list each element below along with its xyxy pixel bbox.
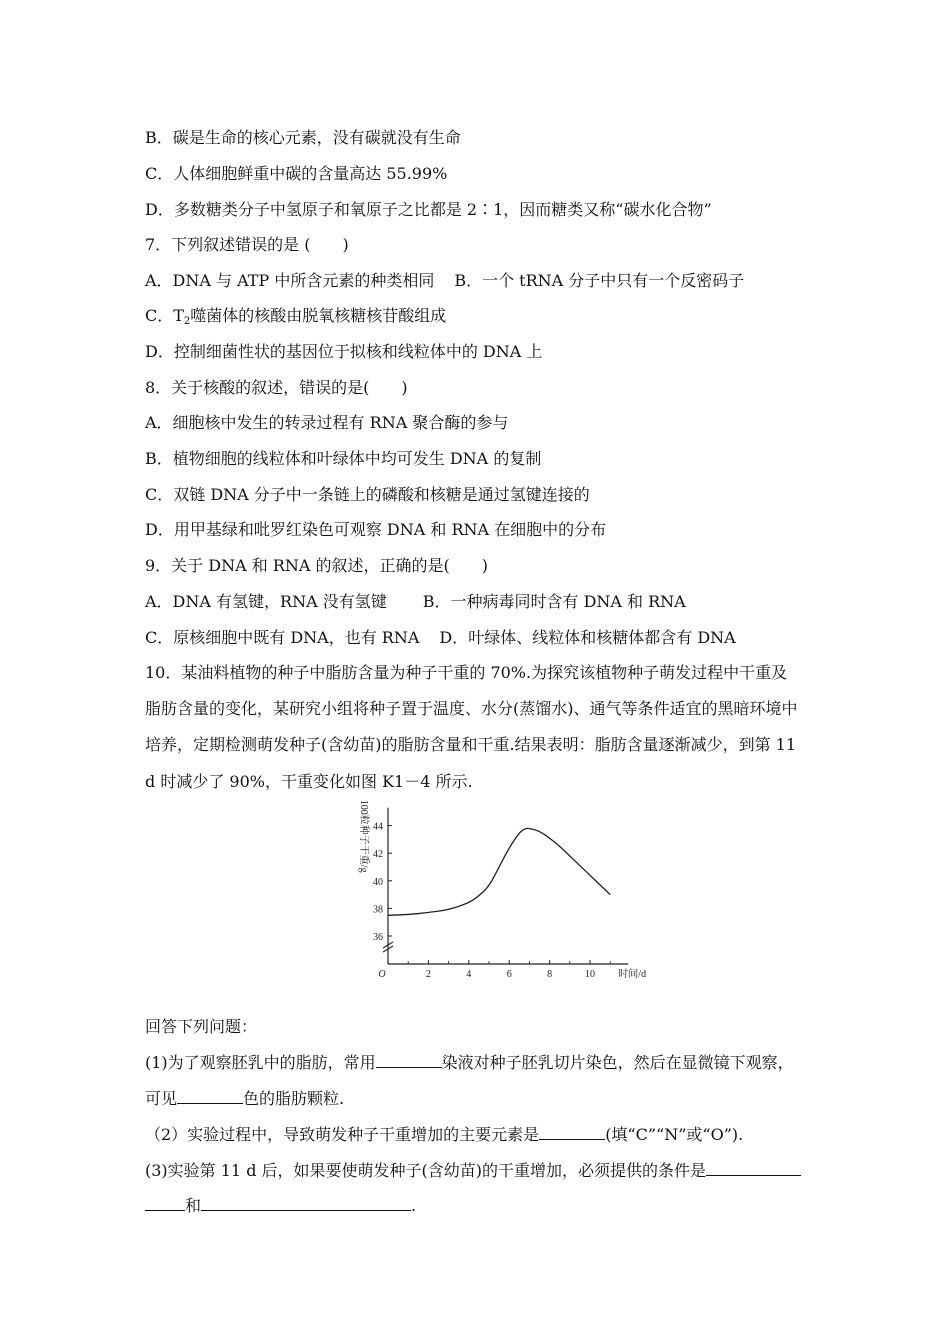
question-8: 8．关于核酸的叙述，错误的是( ) [145,378,408,397]
x-tick-label: 8 [547,969,553,980]
y-tick-label: 40 [373,876,383,888]
q9-option-b: B．一种病毒同时含有 DNA 和 RNA [422,592,686,611]
x-tick-label: 10 [585,969,595,980]
a1-text-post: 染液对种子胚乳切片染色，然后在显微镜下观察， [441,1053,794,1072]
a3b-text-and: 和 [185,1196,202,1215]
q8-option-c: C．双链 DNA 分子中一条链上的磷酸和核糖是通过氢键连接的 [145,485,590,504]
dry-weight-chart [355,799,647,990]
question-9-options-ab [145,592,686,612]
q7-option-a: A．DNA 与 ATP 中所含元素的种类相同 [145,271,435,290]
a3b-text-end: . [411,1196,417,1215]
answer-blank-element[interactable] [539,1124,605,1140]
option-c-carbon-content: C．人体细胞鲜重中碳的含量高达 55.99% [145,164,448,183]
answer-prompt: 回答下列问题： [145,1017,258,1036]
q9-option-d: D．叶绿体、线粒体和核糖体都含有 DNA [439,628,736,647]
q7c-prefix: C．T [145,306,184,325]
a2-text-pre: （2）实验过程中，导致萌发种子干重增加的主要元素是 [145,1125,540,1144]
y-tick-label: 44 [373,821,383,833]
answer-2 [145,1124,743,1145]
a2-text-post: (填“C”“N”或“O”). [605,1125,744,1144]
dry-weight-curve [388,828,610,915]
q7-option-c [145,306,446,326]
y-axis-label: 100粒种子干重/g [358,799,369,873]
a3-text-pre: (3)实验第 11 d 后，如果要使萌发种子(含幼苗)的干重增加，必须提供的条件是 [145,1161,707,1180]
x-tick-label: 4 [466,969,472,980]
q8-option-d: D．用甲基绿和吡罗红染色可观察 DNA 和 RNA 在细胞中的分布 [145,520,607,539]
q8-option-a: A．细胞核中发生的转录过程有 RNA 聚合酶的参与 [145,413,509,432]
answer-blank-condition-a-cont[interactable] [145,1195,185,1211]
answer-1-line-1 [145,1052,794,1073]
answer-3-line-2 [145,1195,416,1216]
x-axis-label: 时间/d [618,969,647,980]
answer-blank-condition-a[interactable] [706,1160,801,1176]
y-tick-label: 36 [373,932,383,943]
answer-3-line-1 [145,1160,801,1181]
y-tick-label: 38 [373,904,383,916]
answer-blank-color[interactable] [177,1088,243,1104]
question-10-line-2: 脂肪含量的变化，某研究小组将种子置于温度、水分(蒸馏水)、通气等条件适宜的黑暗环境中 [145,699,798,718]
question-10-line-4: d 时减少了 90%，干重变化如图 K1－4 所示. [145,772,473,791]
question-10-line-1: 10．某油料植物的种子中脂肪含量为种子干重的 70%.为探究该植物种子萌发过程中干重及 [145,663,788,682]
answer-blank-condition-b[interactable] [201,1195,411,1211]
question-7: 7．下列叙述错误的是 ( ) [145,235,349,254]
q7-option-b: B．一个 tRNA 分子中只有一个反密码子 [454,271,745,290]
question-7-options-ab [145,271,744,291]
q8-option-b: B．植物细胞的线粒体和叶绿体中均可发生 DNA 的复制 [145,449,542,468]
x-tick-label: 2 [425,969,431,980]
question-9-options-cd [145,628,736,648]
answer-1-line-2 [145,1088,344,1109]
answer-blank-stain[interactable] [376,1052,442,1068]
q9-option-c: C．原核细胞中既有 DNA，也有 RNA [145,628,420,647]
question-9: 9．关于 DNA 和 RNA 的叙述，正确的是( ) [145,556,488,575]
option-b-carbon: B．碳是生命的核心元素，没有碳就没有生命 [145,128,461,147]
a1b-text-post: 色的脂肪颗粒. [243,1089,345,1108]
option-d-carbohydrate: D．多数糖类分子中氢原子和氧原子之比都是 2∶1，因而糖类又称“碳水化合物” [145,200,712,219]
q7c-subscript: 2 [183,316,191,327]
origin-label: O [378,969,386,980]
q7c-text: 噬菌体的核酸由脱氧核糖核苷酸组成 [190,306,447,325]
x-tick-label: 6 [506,969,512,980]
q7-option-d: D．控制细菌性状的基因位于拟核和线粒体中的 DNA 上 [145,342,543,361]
a1b-text-pre: 可见 [145,1089,178,1108]
a1-text-pre: (1)为了观察胚乳中的脂肪，常用 [145,1053,376,1072]
q9-option-a: A．DNA 有氢键，RNA 没有氢键 [145,592,387,611]
question-10-line-3: 培养，定期检测萌发种子(含幼苗)的脂肪含量和干重.结果表明：脂肪含量逐渐减少，到第 11 [145,735,797,754]
y-tick-label: 42 [373,849,383,861]
